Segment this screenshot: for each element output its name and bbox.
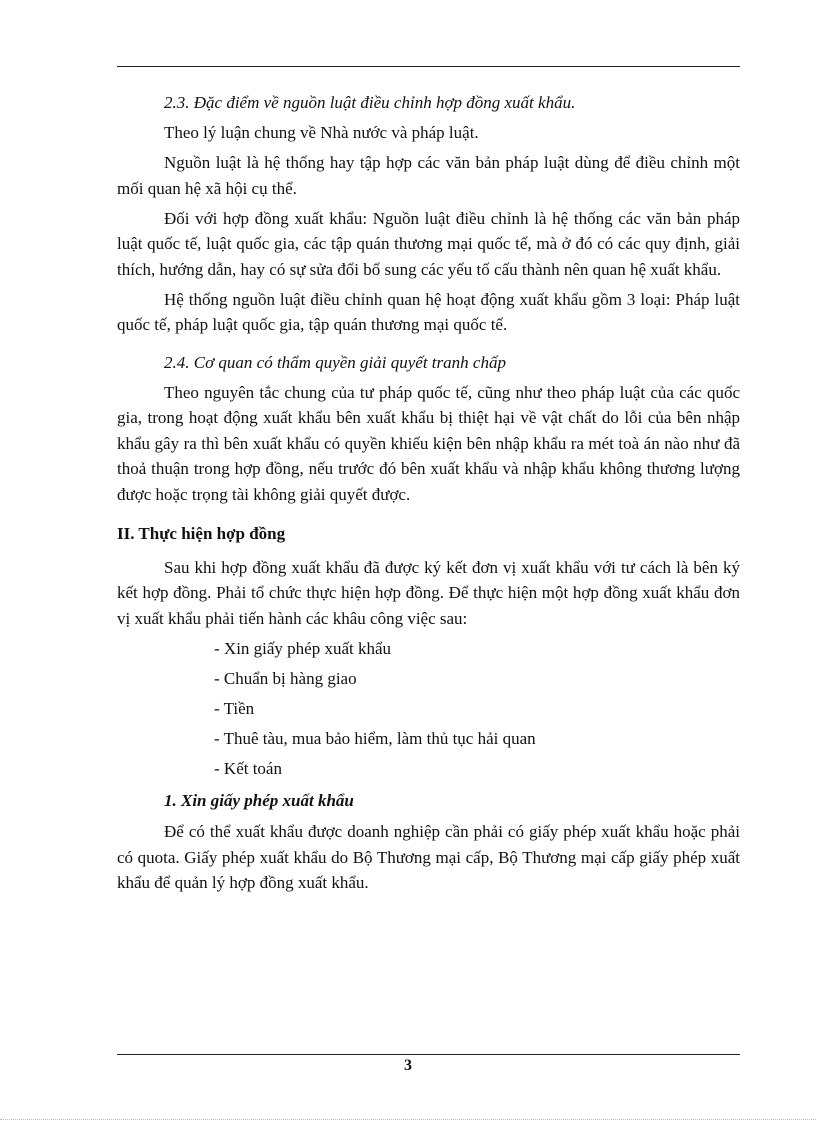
header-rule bbox=[117, 66, 740, 67]
paragraph: Đối với hợp đồng xuất khẩu: Nguồn luật điều chỉnh là hệ thống các văn bản pháp luật quốc tế, luật quốc gia, các tập quán thương mại quốc tế, mà ở đó có các quy định, giải thích, hướng dẫn, hay có sự sửa đổi bổ sung các yếu tố cấu thành nên quan hệ xuất khẩu. bbox=[117, 208, 740, 279]
list-item: - Chuẩn bị hàng giao bbox=[214, 669, 357, 688]
list-item: - Tiền bbox=[214, 699, 255, 718]
list-item: - Xin giấy phép xuất khẩu bbox=[214, 639, 392, 658]
section-2-3-heading: 2.3. Đặc điểm về nguồn luật điều chỉnh hợp đồng xuất khẩu. bbox=[164, 93, 576, 112]
paragraph: Nguồn luật là hệ thống hay tập hợp các văn bản pháp luật dùng để điều chỉnh một mối quan hệ xã hội cụ thể. bbox=[117, 153, 740, 198]
page-edge-dots bbox=[0, 1119, 816, 1120]
paragraph: Để có thể xuất khẩu được doanh nghiệp cần phải có giấy phép xuất khẩu hoặc phải có quota. Giấy phép xuất khẩu do Bộ Thương mại cấp, Bộ Thương mại cấp giấy phép xuất khẩu để quản lý hợp đồng xuất khẩu. bbox=[117, 822, 740, 892]
paragraph: Hệ thống nguồn luật điều chỉnh quan hệ hoạt động xuất khẩu gồm 3 loại: Pháp luật quốc tế, pháp luật quốc gia, tập quán thương mại quốc tế. bbox=[117, 289, 740, 334]
paragraph: Theo lý luận chung về Nhà nước và pháp luật. bbox=[164, 123, 479, 142]
list-item: - Kết toán bbox=[214, 759, 282, 778]
footer-rule bbox=[117, 1054, 740, 1055]
paragraph: Sau khi hợp đồng xuất khẩu đã được ký kết đơn vị xuất khẩu với tư cách là bên ký kết hợp đồng. Phải tổ chức thực hiện hợp đồng. Để thực hiện một hợp đồng xuất khẩu đơn vị xuất khẩu phải tiến hành các khâu công việc sau: bbox=[117, 557, 740, 628]
list-item: - Thuê tàu, mua bảo hiểm, làm thủ tục hải quan bbox=[214, 729, 536, 748]
paragraph: Theo nguyên tắc chung của tư pháp quốc tế, cũng như theo pháp luật của các quốc gia, trong hoạt động xuất khẩu bên xuất khẩu bị thiệt hại về vật chất do lỗi của bên nhập khẩu gây ra thì bên xuất khẩu có quyền khiếu kiện bên nhập khẩu ra mét toà án nào như đã thoả thuận trong hợp đồng, nếu trước đó bên xuất khẩu và nhập khẩu không thương lượng được hoặc trọng tài không giải quyết được. bbox=[117, 382, 740, 504]
task-list bbox=[117, 636, 740, 782]
subsection-1-heading: 1. Xin giấy phép xuất khẩu bbox=[164, 790, 354, 810]
section-ii-heading: II. Thực hiện hợp đồng bbox=[117, 524, 286, 543]
page-number: 3 bbox=[404, 1057, 412, 1074]
page-body bbox=[117, 90, 740, 896]
section-2-4-heading: 2.4. Cơ quan có thẩm quyền giải quyết tranh chấp bbox=[164, 352, 506, 372]
